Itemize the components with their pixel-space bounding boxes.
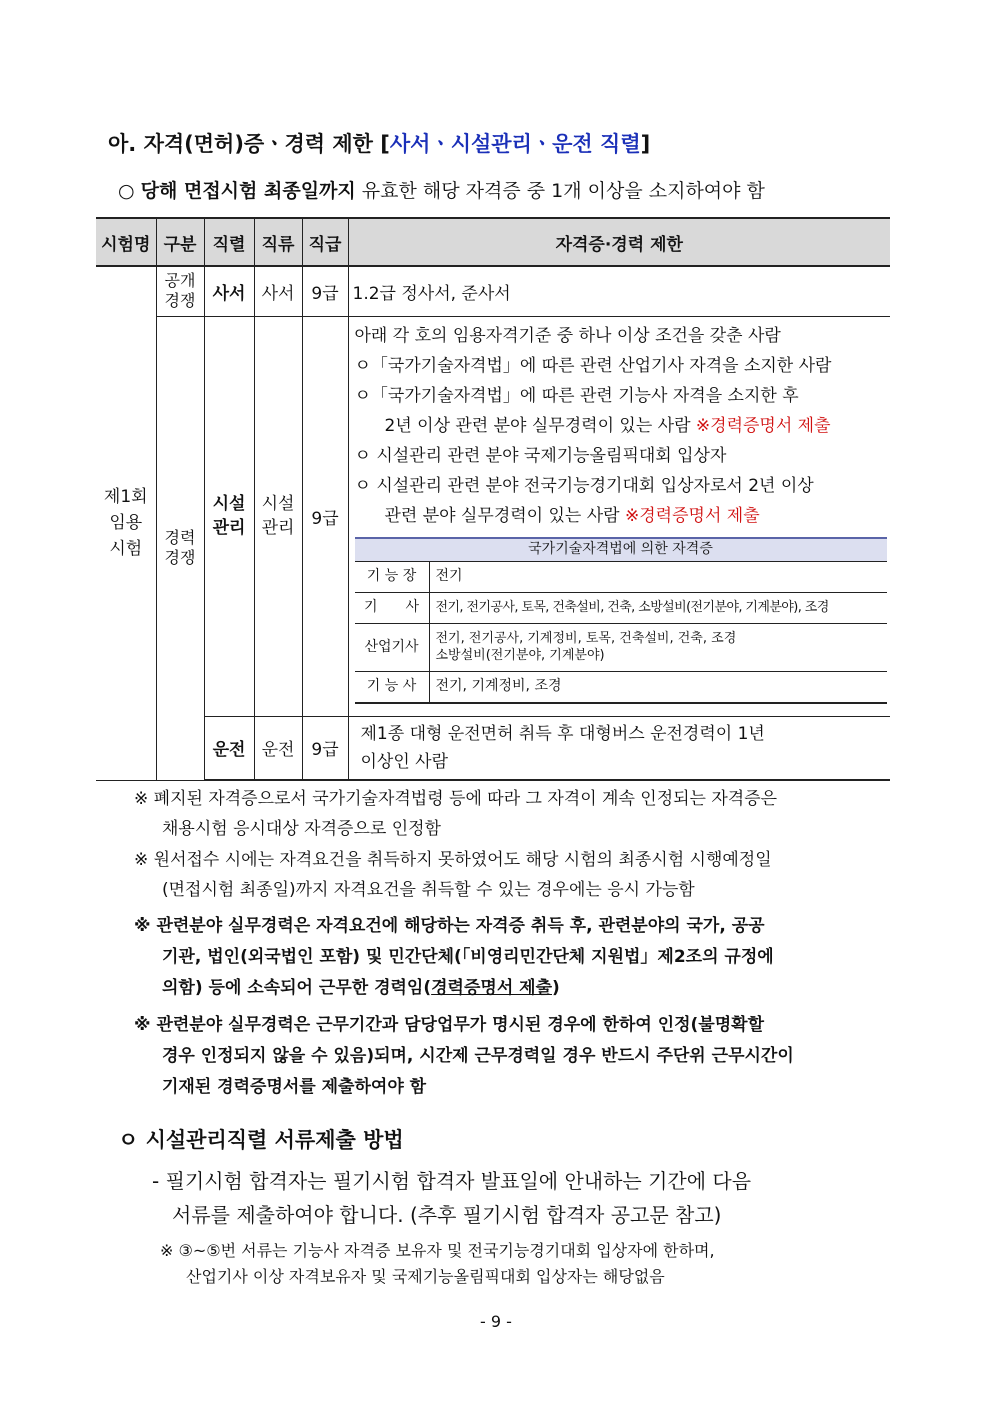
class-librarian: 사서: [254, 266, 302, 316]
series-facility: 시설 관리: [204, 316, 254, 716]
inner-table-title: 국가기술자격법에 의한 자격증: [355, 538, 887, 562]
header-class: 직류: [254, 218, 302, 266]
header-qualification: 자격증·경력 제한: [348, 218, 890, 266]
type-open: 공개 경쟁: [156, 266, 204, 316]
series-driving: 운전: [204, 716, 254, 780]
section2-note: ※ ③~⑤번 서류는 기능사 자격증 보유자 및 전국기능경기대회 입상자에 한하며, 산업기사 이상 자격보유자 및 국제기능올림픽대회 입상자는 해당없음: [160, 1241, 715, 1286]
table-row: [96, 716, 890, 780]
header-type: 구분: [156, 218, 204, 266]
header-grade: 직급: [302, 218, 348, 266]
section2-title: ㅇ 시설관리직렬 서류제출 방법: [118, 1128, 404, 1152]
qualification-facility: 아래 각 호의 임용자격기준 중 하나 이상 조건을 갖춘 사람 ㅇ「국가기술자격법」에 따른 관련 산업기사 자격을 소지한 사람 ㅇ「국가기술자격법」에 따른 관련 기능사 자격을 소지한 후 2년 이상 관련 분야 실무경력이 있는 사람 ※경력증명서 제출 ㅇ 시설관리 관련 분야 국제기능올림픽대회 입상자 ㅇ 시설관리 관련 분야 전국기능경기대회 입상자로서 2년 이상 관련 분야 실무경력이 있는 사람 ※경력증명서 제출 국가기술자격법에 의한 자격증 기 능 장 전기 기 사 전기, 전기공사, 토목, 건축설비, 건축, 소방설비(전기분야, 기계분야), 조경 산업기사 전기, 전기공사, 기계정비, 토목, 건축설비, 건축, 조경 소방설비(전기분야, 기계분야) 기 능 사 전기, 기계정비, 조경: [348, 316, 890, 716]
note-application-timing: ※ 원서접수 시에는 자격요건을 취득하지 못하였어도 해당 시험의 최종시험 시행예정일 (면접시험 최종일)까지 자격요건을 취득할 수 있는 경우에는 응시 가능함: [134, 850, 772, 900]
table-row: 기 사 전기, 전기공사, 토목, 건축설비, 건축, 소방설비(전기분야, 기계분야), 조경: [355, 592, 887, 623]
exam-name: 제1회 임용 시험: [96, 266, 156, 780]
type-career: 경력 경쟁: [156, 316, 204, 780]
national-cert-table: [355, 537, 887, 704]
section2-instructions: - 필기시험 합격자는 필기시험 합격자 발표일에 안내하는 기간에 다음 서류를 제출하여야 합니다. (추후 필기시험 합격자 공고문 참고): [152, 1169, 752, 1227]
grade-librarian: 9급: [302, 266, 348, 316]
grade-facility: 9급: [302, 316, 348, 716]
class-driving: 운전: [254, 716, 302, 780]
qualification-driving: 제1종 대형 운전면허 취득 후 대형버스 운전경력이 1년 이상인 사람: [348, 716, 890, 780]
page-number: - 9 -: [480, 1312, 512, 1331]
header-series: 직렬: [204, 218, 254, 266]
section-heading: 아. 자격(면허)증ㆍ경력 제한 [사서ㆍ시설관리ㆍ운전 직렬]: [108, 132, 651, 156]
heading-highlight: 사서ㆍ시설관리ㆍ운전 직렬: [389, 132, 641, 156]
table-row: 기 능 장 전기: [355, 561, 887, 592]
table-row: [96, 316, 890, 716]
class-facility: 시설 관리: [254, 316, 302, 716]
note-career-recognition: ※ 관련분야 실무경력은 근무기간과 담당업무가 명시된 경우에 한하여 인정(불명확할 경우 인정되지 않을 수 있음)되며, 시간제 근무경력일 경우 반드시 주단위 근무시간이 기재된 경력증명서를 제출하여야 함: [134, 1015, 794, 1097]
table-header-row: [96, 218, 890, 266]
note-career-definition: ※ 관련분야 실무경력은 자격요건에 해당하는 자격증 취득 후, 관련분야의 국가, 공공 기관, 법인(외국법인 포함) 및 민간단체(「비영리민간단체 지원법」제2조의 규정에 의함) 등에 소속되어 근무한 경력임(경력증명서 제출): [134, 916, 774, 998]
series-librarian: 사서: [204, 266, 254, 316]
note-abolished-certs: ※ 폐지된 자격증으로서 국가기술자격법령 등에 따라 그 자격이 계속 인정되는 자격증은 채용시험 응시대상 자격증으로 인정함: [134, 789, 778, 839]
table-row: 기 능 사 전기, 기계정비, 조경: [355, 671, 887, 703]
requirement-line: ○ 당해 면접시험 최종일까지 유효한 해당 자격증 중 1개 이상을 소지하여야 함: [118, 180, 765, 202]
table-row: 산업기사 전기, 전기공사, 기계정비, 토목, 건축설비, 건축, 조경 소방설비(전기분야, 기계분야): [355, 623, 887, 671]
qualification-librarian: 1.2급 정사서, 준사서: [348, 266, 890, 316]
qualification-table: [96, 217, 890, 781]
grade-driving: 9급: [302, 716, 348, 780]
header-exam: 시험명: [96, 218, 156, 266]
table-row: [96, 266, 890, 316]
